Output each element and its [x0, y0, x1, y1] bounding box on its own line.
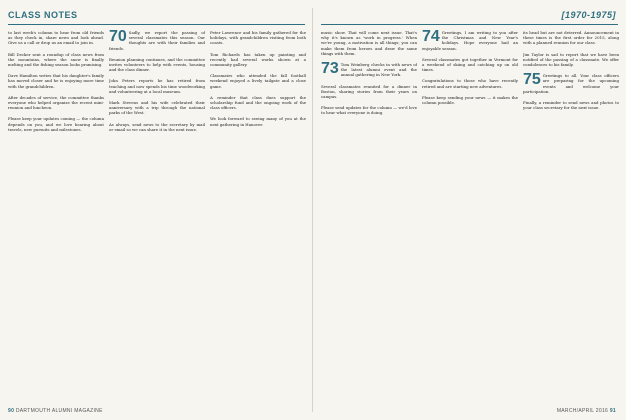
text-column: [210, 30, 306, 404]
paragraph-text: Please send updates for the column — we'd love to hear what everyone is doing.: [321, 105, 417, 116]
paragraph-text: Bill Decker sent a roundup of class news from the mountains, where the snow is finally melting and the fishing season looks promising.: [8, 51, 104, 68]
page-number: 90: [8, 408, 15, 414]
paragraph-text: Several classmates got together in Vermont for a weekend of skiing and catching up on old times.: [422, 56, 518, 73]
paragraph-text: Classmates who attended the fall football weekend enjoyed a lively tailgate and a close game.: [210, 73, 306, 89]
paragraph-text: Please keep your updates coming — the column depends on you, and we love hearing about travels, new pursuits and milestones.: [8, 116, 104, 132]
column-paragraph: [422, 57, 518, 73]
paragraph-text: Dave Hamilton writes that his daughter's family has moved closer and he is enjoying more time with the grandchildren.: [8, 73, 104, 89]
paragraph-text: its head but are not deterred. Announcement in these times is the first order for 2015, along with a planned reunion for our class.: [523, 30, 619, 46]
paragraph-text: Mark Stevens and his wife celebrated their anniversary with a trip through the national parks of the West.: [109, 100, 205, 116]
column-paragraph: [321, 30, 417, 56]
paragraph-text: As always, send news to the secretary by mail or email so we can share it in the next issue.: [109, 121, 205, 132]
column-paragraph: [210, 52, 306, 68]
class-year-dropcap: 73: [321, 60, 339, 78]
paragraph-text: John Peters reports he has retired from teaching and now spends his time woodworking and volunteering at a local museum.: [109, 78, 205, 94]
column-paragraph: [523, 100, 619, 110]
page-number: 91: [609, 408, 616, 414]
column-paragraph: [109, 30, 205, 51]
column-paragraph: [523, 52, 619, 68]
column-paragraph: [8, 95, 104, 111]
column-paragraph: [8, 52, 104, 68]
column-paragraph: [210, 73, 306, 89]
paragraph-text: to last week's column to hear from old friends as they check in, share news and look ahead. Give us a call or drop us an email to join in.: [8, 30, 104, 46]
paragraph-text: Finally, a reminder to send news and photos to your class secretary for the next issue.: [523, 100, 619, 111]
column-paragraph: [109, 78, 205, 94]
column-paragraph: [109, 100, 205, 116]
text-column: [109, 30, 205, 404]
paragraph-text: A reminder that class dues support the scholarship fund and the ongoing work of the class officers.: [210, 94, 306, 111]
column-paragraph: [109, 57, 205, 73]
column-paragraph: [321, 84, 417, 100]
column-paragraph: [109, 122, 205, 132]
column-paragraph: [422, 30, 518, 51]
column-paragraph: [210, 116, 306, 126]
column-paragraph: [8, 116, 104, 132]
column-paragraph: [523, 30, 619, 46]
paragraph-text: Tom Weinberg checks in with news of the latest alumni event and the annual gathering in New York.: [340, 62, 417, 78]
paragraph-text: Greetings to all. Your class officers are preparing for the upcoming events and welcome your participation.: [523, 73, 619, 94]
class-year-dropcap: 74: [422, 30, 440, 45]
column-paragraph: [8, 73, 104, 89]
page-footer: [8, 408, 103, 414]
column-paragraph: [321, 105, 417, 115]
right-page: [313, 0, 626, 420]
page-footer: [557, 408, 616, 414]
column-paragraph: [422, 78, 518, 88]
column-paragraph: [8, 30, 104, 46]
paragraph-text: Please keep sending your news — it makes the column possible.: [422, 94, 518, 106]
paragraph-text: Peter Lawrence and his family gathered for the holidays, with grandchildren visiting from both coasts.: [210, 30, 306, 46]
text-column: [523, 30, 619, 404]
paragraph-text: music show. That will come next issue. That's why it's known as 'work in progress.' When we're young, a motivation is all things; you can make them from heroes and draw the same things with them.: [321, 30, 417, 56]
column-paragraph: [321, 62, 417, 78]
paragraph-text: Sadly, we report the passing of several classmates this season. Our thoughts are with their families and friends.: [109, 30, 205, 51]
header-rule: [8, 24, 305, 25]
paragraph-text: Several classmates reunited for a dinner in Boston, sharing stories from their years on campus.: [321, 83, 417, 100]
paragraph-text: Congratulations to those who have recently retired and are starting new adventures.: [422, 78, 518, 89]
header-rule: [321, 24, 618, 25]
column-paragraph: [210, 30, 306, 46]
paragraph-text: Reunion planning continues, and the committee invites volunteers to help with events, housing and the class dinner.: [109, 56, 205, 73]
paragraph-text: Greetings, I am writing to you after the Christmas and New Year's holidays. Hope everyone had an enjoyable season.: [422, 30, 518, 51]
text-column: [8, 30, 104, 404]
class-year-dropcap: 70: [109, 30, 127, 45]
text-column: [321, 30, 417, 404]
paragraph-text: Jim Taylor is sad to report that we have been notified of the passing of a classmate. We offer condolences to his family.: [523, 51, 619, 68]
class-year-dropcap: 75: [523, 71, 541, 89]
paragraph-text: Tom Richards has taken up painting and recently had several works shown at a community gallery.: [210, 51, 306, 68]
paragraph-text: After decades of service, the committee thanks everyone who helped organize the recent mini-reunion and luncheon.: [8, 94, 104, 111]
section-header: CLASS NOTES: [8, 10, 78, 20]
column-paragraph: [210, 95, 306, 111]
section-header: [1970-1975]: [561, 10, 616, 20]
text-column: [422, 30, 518, 404]
paragraph-text: We look forward to seeing many of you at the next gathering in Hanover.: [210, 116, 306, 127]
magazine-name: DARTMOUTH ALUMNI MAGAZINE: [15, 408, 103, 414]
issue-date: MARCH/APRIL 2016: [556, 408, 609, 414]
column-paragraph: [523, 73, 619, 94]
column-paragraph: [422, 95, 518, 105]
